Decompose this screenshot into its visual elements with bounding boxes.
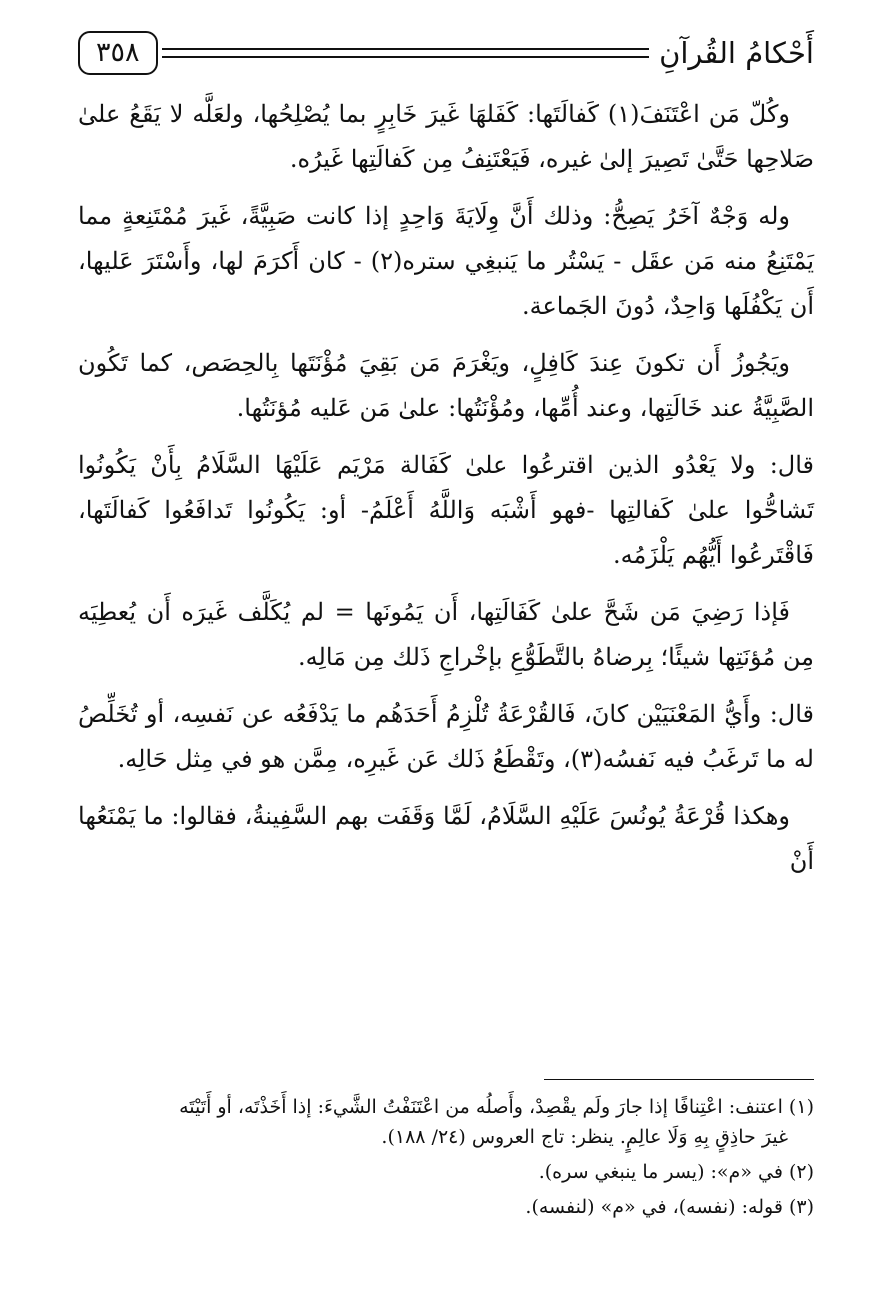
- paragraph: ويَجُوزُ أَن تكونَ عِندَ كَافِلٍ، ويَغْرَمَ مَن بَقِيَ مُؤْنَتَها بِالحِصَص، كما تَكُون الصَّبِيَّةُ عند خَالَتِها، وعند أُمِّها، ومُؤْنَتُها: علىٰ مَن عَليه مُؤنَتُها.: [78, 349, 814, 422]
- paragraph: وله وَجْهٌ آخَرُ يَصِحُّ: وذلك أَنَّ وِلَايَةَ وَاحِدٍ إذا كانت صَبِيَّةً، غَيرَ مُمْتَنِعةٍ مما يَمْتَنِعُ منه مَن عقَل - يَسْتُر ما يَنبغِي ستره(٢) - كان أَكرَمَ لها، وأَسْتَرَ عَليها، أَن يَكْفُلَها وَاحِدٌ، دُونَ الجَماعة.: [78, 202, 814, 320]
- main-text: [78, 92, 814, 896]
- page-number: ٣٥٨: [78, 31, 158, 75]
- paragraph: وهكذا قُرْعَةُ يُونُسَ عَلَيْهِ السَّلَامُ، لَمَّا وَقَفَت بهم السَّفِينةُ، فقالوا: ما يَمْنَعُها أَنْ: [78, 802, 814, 875]
- footnote-continuation: غيرَ حاذِقٍ بِهِ وَلَا عالِمٍ. ينظر: تاج العروس (٢٤/ ١٨٨).: [381, 1126, 788, 1148]
- paragraph: وكُلّ مَن اعْتَنَفَ(١) كَفالَتَها: كَفَلهَا غَيرَ خَابِرٍ بما يُصْلِحُها، ولعَلَّه لا يَقَعُ علىٰ صَلاحِها حَتَّىٰ تَصِيرَ إلىٰ غيره، فَيَعْتَنِفُ مِن كَفالَتِها غَيرُه.: [78, 100, 814, 173]
- footnote-separator: [544, 1079, 814, 1080]
- paragraph: قال: ولا يَعْدُو الذين اقترعُوا علىٰ كَفَالة مَرْيَم عَلَيْهَا السَّلَامُ بِأَنْ يَكُونُوا تَشاحُّوا علىٰ كَفالتِها -فهو أَشْبَه وَاللَّهُ أَعْلَمُ- أو: يَكُونُوا تَدافَعُوا كَفالَتَها، فَاقْتَرعُوا أَيُّهُم يَلْزَمُه.: [78, 451, 814, 569]
- footnote: (١) اعتنف: اعْتِنافًا إذا جارَ ولَم يقْصِدْ، وأَصلُه من اعْتَنَفْتُ الشَّيءَ: إذا أَخَذْتَه، أو أَتَيْتَه: [179, 1096, 814, 1118]
- book-title: أَحْكامُ القُرآنِ: [659, 36, 814, 70]
- header-double-rule: [162, 48, 650, 58]
- paragraph: فَإذا رَضِيَ مَن شَحَّ علىٰ كَفَالَتِها، أَن يَمُونَها = لم يُكَلَّف غَيرَه أَن يُعطِيَه مِن مُؤنَتِها شيئًا؛ بِرضاهُ بالتَّطَوُّعِ بإخْراجِ ذَلك مِن مَالِه.: [78, 598, 814, 671]
- footnotes: [78, 1092, 814, 1227]
- paragraph: قال: وأَيُّ المَعْنَيَيْن كانَ، فَالقُرْعَةُ تُلْزِمُ أَحَدَهُم ما يَدْفَعُه عن نَفسِه، أو تُخَلِّصُ له ما تَرغَبُ فيه نَفسُه(٣)، وتَقْطَعُ ذَلك عَن غَيرِه، مِمَّن هو في مِثل حَالِه.: [78, 700, 814, 773]
- footnote: (٢) في «م»: (يسر ما ينبغي سره).: [538, 1161, 814, 1183]
- footnote: (٣) قوله: (نفسه)، في «م» (لنفسه).: [525, 1196, 814, 1218]
- page-header: [78, 30, 814, 76]
